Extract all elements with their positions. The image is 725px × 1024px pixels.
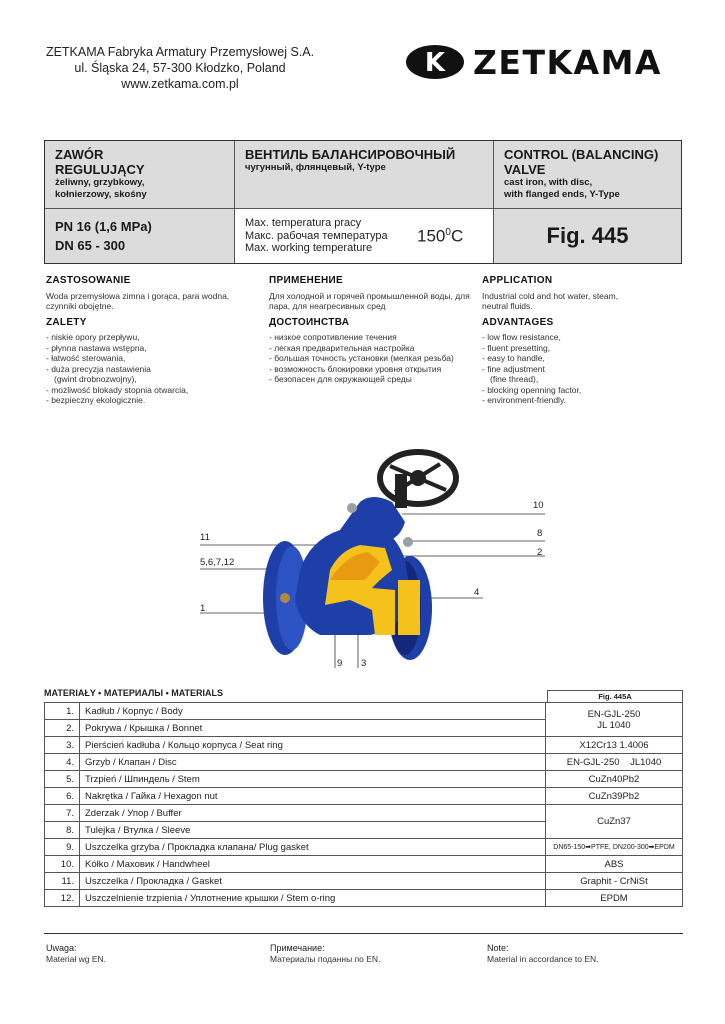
temp-label-en: Max. working temperature [245,242,373,254]
material-value: CuZn40Pb2 [546,771,683,788]
list-item: - easy to handle, [482,353,545,363]
fig-cell [494,209,681,263]
part-name: Nakrętka / Гайка / Hexagon nut [80,788,546,805]
product-title-box [44,140,682,264]
part-name: Pierścień kadłuba / Кольцо корпуса / Seat ring [80,737,546,754]
list-item: - możliwość blokady stopnia otwarcia, [46,384,189,395]
en-title-2: VALVE [504,162,546,177]
pl-subtitle-2: kołnierzowy, skośny [55,189,147,200]
callout-10: 10 [533,500,544,511]
ru-application-text: Для холодной и горячей промышленной воды, для пара, для неагресивных сред [269,290,470,311]
list-item: - duża precyzja nastawienia [46,363,151,374]
ru-title-cell [235,141,494,209]
list-item: - легкая предварительная настройка [269,342,415,353]
pressure-rating: PN 16 (1,6 MPa) [55,219,152,234]
callout-4: 4 [474,587,480,598]
callout-3: 3 [361,658,367,669]
part-name: Trzpień / Шпиндель / Stem [80,771,546,788]
part-name: Grzyb / Клапан / Disc [80,754,546,771]
materials-fig-tag: Fig. 445A [547,690,683,702]
callout-1: 1 [200,603,206,614]
row-number: 6. [45,788,80,805]
list-item: - łatwość sterowania, [46,353,126,363]
material-value: CuZn37 [546,805,683,839]
company-address: ul. Śląska 24, 57-300 Kłodzko, Poland [74,61,286,75]
list-item: - bezpieczny ekologicznie. [46,395,146,405]
row-number: 1. [45,703,80,720]
note-en-heading: Note: [487,943,509,953]
part-name: Tulejka / Втулка / Sleeve [80,822,546,839]
table-row [45,788,683,805]
en-title-1: CONTROL (BALANCING) [504,147,659,162]
material-value: CuZn39Pb2 [546,788,683,805]
note-en [487,943,599,964]
callout-2: 2 [537,547,543,558]
list-item: - низкое сопротивление течения [269,332,397,342]
callout-11: 11 [200,532,210,543]
table-row [45,890,683,907]
list-item: - płynna nastawa wstępna, [46,342,147,353]
row-number: 3. [45,737,80,754]
material-value: EN-GJL-250 JL1040 [546,754,683,771]
callout-8: 8 [537,528,543,539]
table-row [45,754,683,771]
row-number: 9. [45,839,80,856]
column-en [482,276,682,406]
row-number: 12. [45,890,80,907]
ru-application-heading: ПРИМЕНЕНИЕ [269,275,344,286]
ru-advantages-heading: ДОСТОИНСТВА [269,316,350,328]
notes-divider [44,933,683,934]
note-ru [270,943,380,964]
en-subtitle-2: with flanged ends, Y-Type [504,189,620,200]
pl-title-cell [45,141,235,209]
column-pl [46,276,251,406]
list-item: - fine adjustment [482,363,545,374]
en-advantages-heading: ADVANTAGES [482,316,554,328]
part-name: Zderzak / Упор / Buffer [80,805,546,822]
material-value: EPDM [546,890,683,907]
note-en-text: Material in accordance to EN. [487,953,599,964]
table-row [45,703,683,720]
size-range: DN 65 - 300 [55,238,126,253]
column-ru [269,276,474,385]
row-number: 10. [45,856,80,873]
pl-title: ZAWÓR REGULUJĄCY [55,147,145,177]
part-name: Uszczelka grzyba / Прокладка клапана/ Plug gasket [80,839,546,856]
material-value: X12Cr13 1.4006 [546,737,683,754]
material-value: EN-GJL-250 JL 1040 [546,703,683,737]
zetkama-logo [405,40,690,84]
part-name: Uszczelnienie trzpienia / Уплотнение крышки / Stem o-ring [80,890,546,907]
table-row [45,873,683,890]
company-website: www.zetkama.com.pl [121,77,239,91]
row-number: 8. [45,822,80,839]
list-item: - environment-friendly. [482,395,566,405]
list-item: - blocking openning factor, [482,384,582,395]
table-row [45,737,683,754]
list-item: - безопасен для окружающей среды [269,374,412,384]
material-value: Graphit - CrNiSt [546,873,683,890]
row-number: 7. [45,805,80,822]
valve-illustration [0,430,725,680]
company-name: ZETKAMA Fabryka Armatury Przemysłowej S.A. [45,45,315,59]
part-name: Kółko / Маховик / Handwheel [80,856,546,873]
pl-application-heading: ZASTOSOWANIE [46,275,131,286]
materials-title: MATERIAŁY • МАТЕРИАЛЫ • MATERIALS [44,688,224,698]
materials-table [44,702,683,907]
ru-subtitle: чугунный, флянцевый, Y-type [245,162,386,173]
row-number: 2. [45,720,80,737]
en-subtitle-1: cast iron, with disc, [504,177,593,188]
temperature-cell [235,209,494,263]
temp-label-pl: Max. temperatura pracy [245,217,362,229]
en-application-text: Industrial cold and hot water, steam, neutral fluids. [482,290,619,311]
callout-9: 9 [337,658,343,669]
table-row [45,839,683,856]
table-row [45,771,683,788]
logo-text: ZETKAMA [473,42,662,82]
note-pl-text: Materiał wg EN. [46,953,106,964]
note-pl-heading: Uwaga: [46,943,77,953]
drain-plug [280,593,290,603]
row-number: 4. [45,754,80,771]
pl-advantages-heading: ZALETY [46,316,87,328]
note-ru-heading: Примечание: [270,943,325,953]
company-address-block [30,44,330,92]
list-item: - low flow resistance, [482,332,561,342]
fig-number: Fig. 445 [546,223,629,248]
en-application-heading: APPLICATION [482,275,553,286]
part-name: Uszczelka / Прокладка / Gasket [80,873,546,890]
callout-5-6-7-12: 5,6,7,12 [200,557,235,568]
pressure-cell [45,209,235,263]
logo-letter: K [424,48,446,78]
list-item: - большая точность установки (мелкая резьба) [269,353,454,363]
part-name: Kadłub / Корпус / Body [80,703,546,720]
temp-label-ru: Макс. рабочая температура [245,229,388,242]
logo-k-icon [405,44,465,80]
table-row [45,856,683,873]
material-value: DN65-150➡PTFE, DN200-300➡EPDM [546,839,683,856]
ru-title: ВЕНТИЛЬ БАЛАНСИРОВОЧНЫЙ [245,147,456,162]
note-ru-text: Материалы поданны по EN. [270,953,381,964]
temp-value: $150^0C$ [417,226,464,246]
part-name: Pokrywa / Крышка / Bonnet [80,720,546,737]
list-item: (gwint drobnozwojny), [54,374,137,384]
pl-application-text: Woda przemysłowa zimna i gorąca, para wodna, czynniki obojętne. [46,290,230,311]
row-number: 11. [45,873,80,890]
list-item: - возможность блокировки уровня открытия [269,363,442,374]
table-row [45,805,683,822]
list-item: - fluent presetting, [482,342,551,353]
row-number: 5. [45,771,80,788]
material-value: ABS [546,856,683,873]
list-item: (fine thread), [490,374,539,384]
list-item: - niskie opory przepływu, [46,332,140,342]
pl-subtitle-1: żeliwny, grzybkowy, [55,177,145,188]
en-title-cell [494,141,681,209]
note-pl [46,943,106,964]
